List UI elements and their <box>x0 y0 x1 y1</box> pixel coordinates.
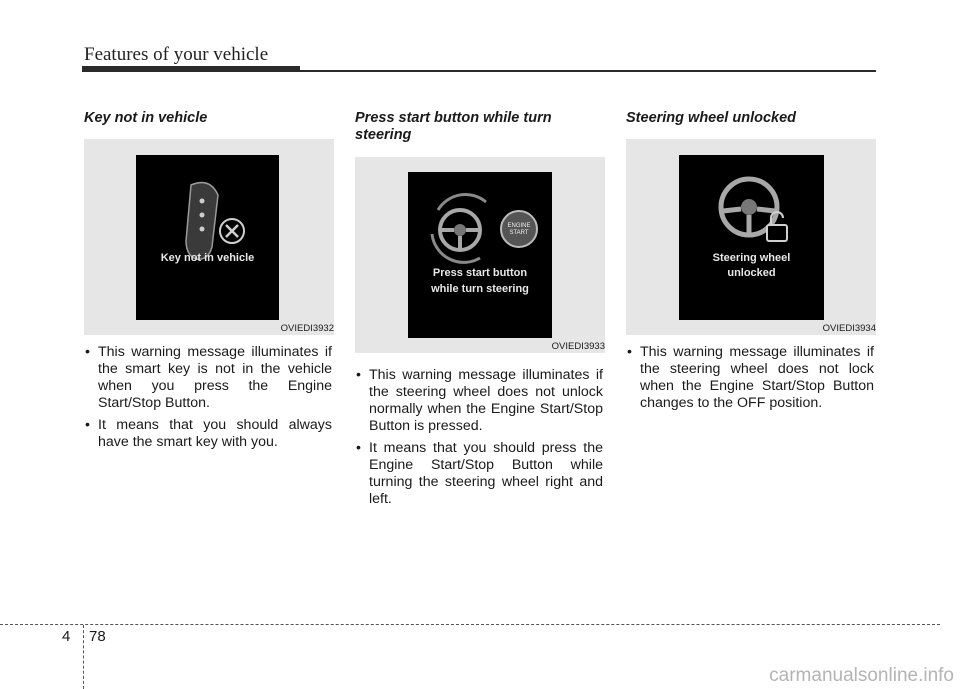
screen-message-line-2: while turn steering <box>431 283 529 295</box>
bullet-item: • This warning message illuminates if the smart key is not in the vehicle when you press the Engine Start/Stop Button. <box>84 344 332 412</box>
figure-code: OVIEDI3932 <box>280 323 334 334</box>
figure-code: OVIEDI3933 <box>551 341 605 352</box>
footer-rule <box>0 624 940 625</box>
bullet-item: • This warning message illuminates if the steering wheel does not lock when the Engine Start/Stop Button changes to the OFF position. <box>626 344 874 412</box>
bullet-list <box>626 344 874 417</box>
engine-button-label: ENGINE <box>507 223 531 229</box>
cluster-screen <box>408 172 552 338</box>
bullet-item: • This warning message illuminates if the steering wheel does not unlock normally when the Engine Start/Stop Button is pressed. <box>355 367 603 435</box>
figure-code: OVIEDI3934 <box>822 323 876 334</box>
bullet-list <box>84 344 332 456</box>
cluster-screen <box>679 155 824 320</box>
watermark[interactable]: carmanualsonline.info <box>769 665 954 686</box>
header-bar <box>82 66 300 72</box>
section-title: Steering wheel unlocked <box>626 110 797 126</box>
bullet-list <box>355 367 603 513</box>
bullet-item: • It means that you should always have the smart key with you. <box>84 417 332 451</box>
section-title: Press start button while turn steering <box>355 110 552 143</box>
screen-message-line-2: unlocked <box>727 267 776 279</box>
page-header-title: Features of your vehicle <box>84 44 269 65</box>
screen-message: Key not in vehicle <box>160 252 255 264</box>
chapter-number: 4 <box>62 628 71 645</box>
figure-key-not-in-vehicle <box>84 139 334 335</box>
figure-press-start-button <box>355 157 605 353</box>
cluster-screen <box>136 155 279 320</box>
page-number: 78 <box>89 628 106 645</box>
screen-message-line-1: Press start button <box>432 267 528 279</box>
bullet-item: • It means that you should press the Engine Start/Stop Button while turning the steering wheel right and left. <box>355 440 603 508</box>
steering-lock-icon <box>679 155 824 320</box>
header-rule <box>300 70 876 72</box>
smart-key-icon <box>136 155 279 320</box>
start-button-label: START <box>509 230 529 236</box>
engine-start-icon <box>500 210 538 248</box>
steering-wheel-icon <box>408 172 552 338</box>
footer-divider <box>83 625 84 689</box>
figure-steering-wheel-unlocked <box>626 139 876 335</box>
section-title: Key not in vehicle <box>84 110 208 126</box>
screen-message-line-1: Steering wheel <box>712 252 791 264</box>
